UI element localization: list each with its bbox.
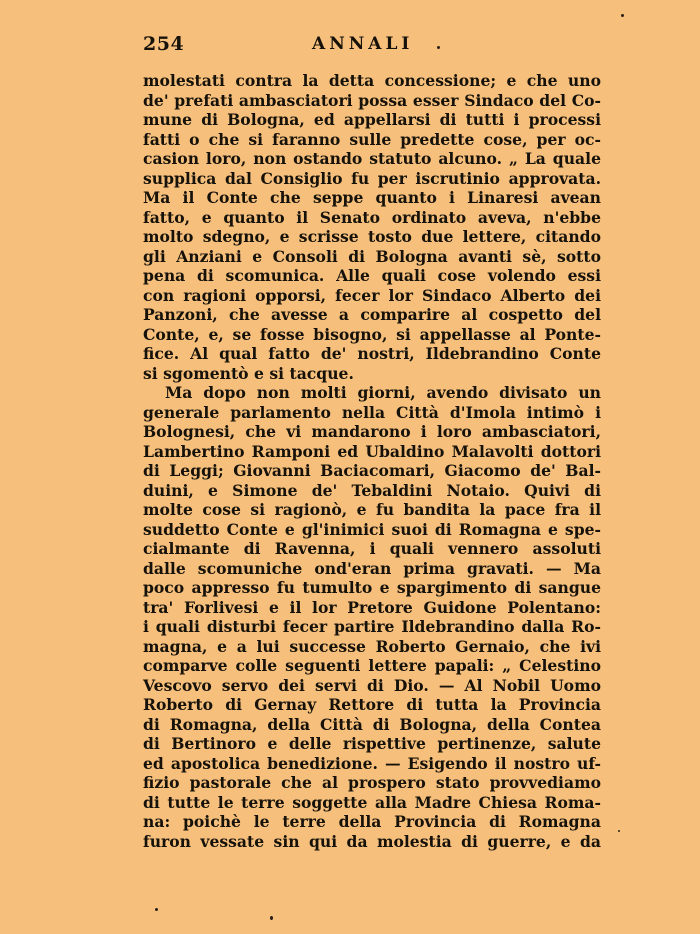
- text-line: Roberto di Gernay Rettore di tutta la Provincia: [143, 695, 601, 714]
- text-line: fizio pastorale che al prospero stato provvediamo: [143, 773, 601, 792]
- ink-speck: [621, 14, 624, 17]
- text-line: molestati contra la detta concessione; e che uno: [143, 71, 601, 90]
- text-line: fice. Al qual fatto de' nostri, Ildebrandino Conte: [143, 344, 601, 363]
- text-line: Panzoni, che avesse a comparire al cospetto del: [143, 305, 601, 324]
- text-line: magna, e a lui successe Roberto Gernaio, che ivi: [143, 636, 601, 656]
- body-text: [143, 71, 601, 851]
- text-line: i quali disturbi fecer partire Ildebrandino dalla Ro-: [143, 617, 601, 636]
- text-line: duini, e Simone de' Tebaldini Notaio. Quivi di: [143, 480, 601, 500]
- ink-speck: [270, 916, 273, 920]
- text-line: fatto, e quanto il Senato ordinato aveva, n'ebbe: [143, 207, 601, 227]
- text-line: comparve colle seguenti lettere papali: „ Celestino: [143, 656, 601, 675]
- text-line: tra' Forlivesi e il lor Pretore Guidone Polentano:: [143, 597, 601, 617]
- text-line: na: poichè le terre della Provincia di Romagna: [143, 812, 601, 831]
- text-line: di Leggi; Giovanni Baciacomari, Giacomo de' Bal-: [143, 461, 601, 480]
- text-line: casion loro, non ostando statuto alcuno. „ La quale: [143, 149, 601, 168]
- text-line: si sgomentò e si tacque.: [143, 363, 354, 383]
- text-line: cialmante di Ravenna, i quali vennero assoluti: [143, 539, 601, 558]
- text-line: di Romagna, della Città di Bologna, della Contea: [143, 714, 601, 734]
- ink-speck: [618, 830, 620, 832]
- text-line: generale parlamento nella Città d'Imola intimò i: [143, 402, 601, 422]
- text-line: supplica dal Consiglio fu per iscrutinio approvata.: [143, 168, 601, 188]
- text-line: furon vessate sin qui da molestia di guerre, e da: [143, 831, 601, 851]
- text-line: fatti o che si faranno sulle predette cose, per oc-: [143, 129, 601, 149]
- ink-speck: [155, 908, 158, 911]
- text-line: mune di Bologna, ed appellarsi di tutti i processi: [143, 110, 601, 129]
- running-head: ANNALI: [312, 34, 414, 54]
- text-line: Conte, e, se fosse bisogno, si appellasse al Ponte-: [143, 324, 601, 344]
- text-line: di tutte le terre soggette alla Madre Chiesa Roma-: [143, 792, 601, 812]
- text-line: de' prefati ambasciatori possa esser Sindaco del Co-: [143, 90, 601, 110]
- text-line: ed apostolica benedizione. — Esigendo il nostro uf-: [143, 753, 601, 773]
- text-line: poco appresso fu tumulto e spargimento di sangue: [143, 578, 601, 597]
- text-line: Bolognesi, che vi mandarono i loro ambasciatori,: [143, 422, 601, 441]
- text-line: Vescovo servo dei servi di Dio. — Al Nobil Uomo: [143, 675, 601, 695]
- text-line: Lambertino Ramponi ed Ubaldino Malavolti dottori: [143, 441, 601, 461]
- text-line: suddetto Conte e gl'inimici suoi di Romagna e spe-: [143, 519, 601, 539]
- text-line: Ma dopo non molti giorni, avendo divisato un: [165, 383, 601, 402]
- text-line: pena di scomunica. Alle quali cose volendo essi: [143, 266, 601, 285]
- text-line: di Bertinoro e delle rispettive pertinenze, salute: [143, 734, 601, 753]
- text-line: molte cose si ragionò, e fu bandita la pace fra il: [143, 500, 601, 519]
- text-line: con ragioni opporsi, fecer lor Sindaco Alberto dei: [143, 285, 601, 305]
- ink-speck: [437, 46, 440, 49]
- text-line: Ma il Conte che seppe quanto i Linaresi avean: [143, 188, 601, 207]
- text-line: dalle scomuniche ond'eran prima gravati. — Ma: [143, 558, 601, 578]
- page-number: 254: [143, 33, 185, 55]
- text-line: molto sdegno, e scrisse tosto due lettere, citando: [143, 227, 601, 246]
- text-line: gli Anziani e Consoli di Bologna avanti sè, sotto: [143, 246, 601, 266]
